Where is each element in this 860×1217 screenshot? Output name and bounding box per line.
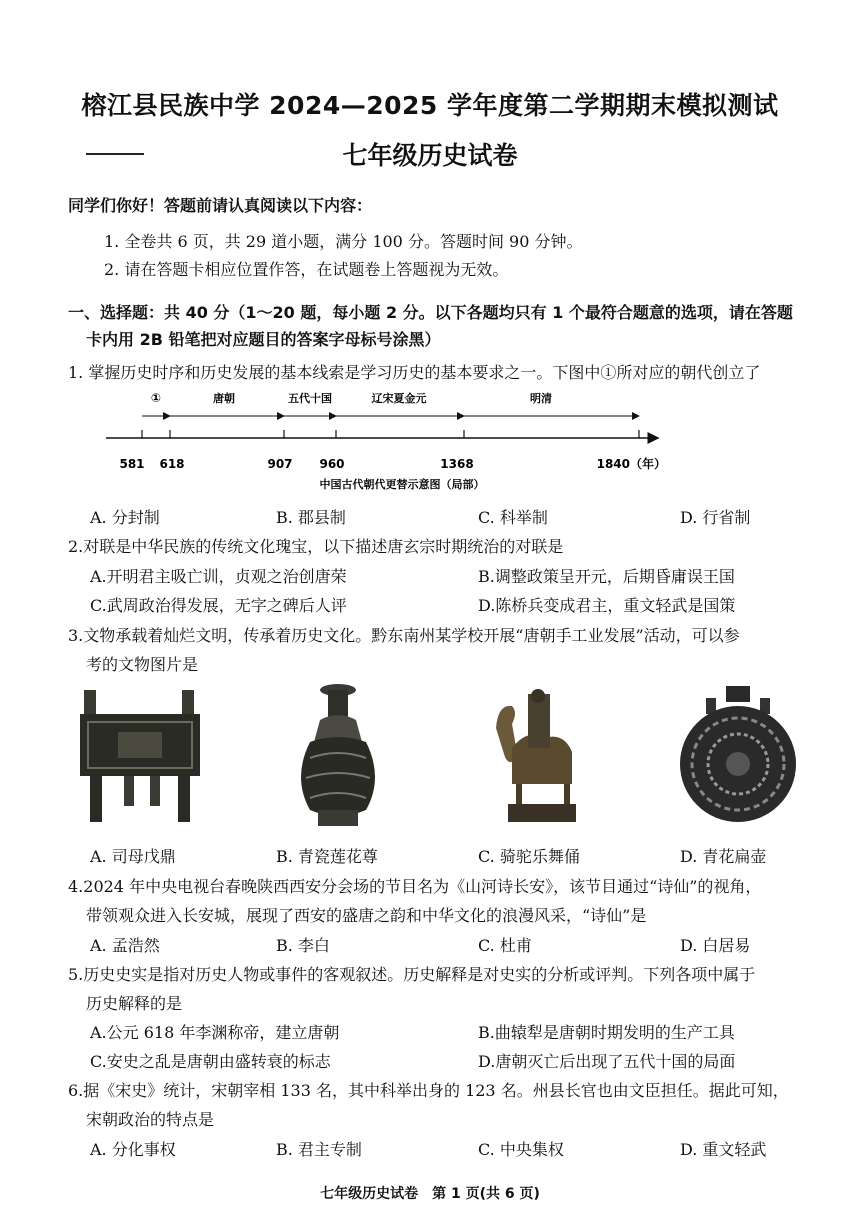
option-b[interactable]: B. 郡县制 [276,508,346,527]
option-d[interactable]: D. 行省制 [680,508,751,527]
question-stem-3-cont: 考的文物图片是 [86,655,199,674]
option-b[interactable]: B.调整政策呈开元，后期昏庸误王国 [478,567,735,586]
option-a[interactable]: A. 分化事权 [90,1140,176,1159]
page-footer: 七年级历史试卷 第 1 页(共 6 页) [320,1186,540,1202]
period-label: 五代十国 [288,392,332,405]
blue-white-flask-image [678,684,798,830]
option-c[interactable]: C.安史之乱是唐朝由盛转衰的标志 [90,1052,331,1071]
option-b[interactable]: B. 李白 [276,936,330,955]
option-c[interactable]: C. 杜甫 [478,936,532,955]
option-b[interactable]: B.曲辕犁是唐朝时期发明的生产工具 [478,1023,735,1042]
notice-item: 1. 全卷共 6 页，共 29 道小题，满分 100 分。答题时间 90 分钟。 [104,232,583,251]
question-stem-4-cont: 带领观众进入长安城，展现了西安的盛唐之韵和中华文化的浪漫风采，“诗仙”是 [86,906,647,925]
dynasty-timeline [96,384,676,494]
question-stem-6-cont: 宋朝政治的特点是 [86,1110,215,1129]
year-label: 618 [159,457,185,471]
section-heading-cont: 卡内用 2B 铅笔把对应题目的答案字母标号涂黑） [86,330,441,349]
year-label: 1368 [440,457,474,471]
period-label: 辽宋夏金元 [371,392,427,405]
option-a[interactable]: A. 司母戊鼎 [90,847,176,866]
period-label: ① [150,391,162,405]
notice-greeting: 同学们你好！答题前请认真阅读以下内容： [68,196,373,215]
period-label: 明清 [530,392,552,405]
year-label: 960 [319,457,345,471]
simuwu-ding-image [78,688,206,826]
exam-title: 榕江县民族中学 2024—2025 学年度第二学期期末模拟测试 [81,91,779,120]
year-label: 581 [119,457,145,471]
option-d[interactable]: D. 青花扁壶 [680,847,767,866]
option-c[interactable]: C. 科举制 [478,508,548,527]
year-label: 907 [267,457,293,471]
question-stem-6: 6.据《宋史》统计，宋朝宰相 133 名，其中科举出身的 123 名。州县长官也由文臣担任。据此可知， [68,1081,789,1100]
question-stem-4: 4.2024 年中央电视台春晚陕西西安分会场的节目名为《山河诗长安》，该节目通过“诗仙”的视角， [68,877,762,896]
celadon-lotus-zun-image [290,682,386,830]
period-label: 唐朝 [213,392,235,405]
timeline-caption: 中国古代朝代更替示意图（局部） [319,478,485,491]
year-label: 1840（年） [596,457,666,471]
option-c[interactable]: C.武周政治得发展，无字之碑后人评 [90,596,347,615]
option-d[interactable]: D.唐朝灭亡后出现了五代十国的局面 [478,1052,736,1071]
question-stem-3: 3.文物承载着灿烂文明，传承着历史文化。黔东南州某学校开展“唐朝手工业发展”活动，可以参 [68,626,740,645]
option-a[interactable]: A.开明君主吸亡训，贞观之治创唐荣 [90,567,347,586]
option-c[interactable]: C. 中央集权 [478,1140,564,1159]
option-a[interactable]: A.公元 618 年李渊称帝，建立唐朝 [90,1023,340,1042]
option-d[interactable]: D. 白居易 [680,936,751,955]
option-d[interactable]: D. 重文轻武 [680,1140,767,1159]
option-d[interactable]: D.陈桥兵变成君主，重文轻武是国策 [478,596,736,615]
option-b[interactable]: B. 青瓷莲花尊 [276,847,378,866]
notice-item: 2. 请在答题卡相应位置作答，在试题卷上答题视为无效。 [104,260,509,279]
option-c[interactable]: C. 骑驼乐舞俑 [478,847,580,866]
question-stem-1: 1. 掌握历史时序和历史发展的基本线索是学习历史的基本要求之一。下图中①所对应的朝代创立了 [68,363,761,382]
option-a[interactable]: A. 孟浩然 [90,936,160,955]
option-a[interactable]: A. 分封制 [90,508,160,527]
section-heading: 一、选择题：共 40 分（1～20 题，每小题 2 分。以下各题均只有 1 个最符合题意的选项，请在答题 [68,303,793,322]
camel-musicians-figurine-image [488,688,590,826]
question-stem-5: 5.历史史实是指对历史人物或事件的客观叙述。历史解释是对史实的分析或评判。下列各项中属于 [68,965,756,984]
option-b[interactable]: B. 君主专制 [276,1140,362,1159]
exam-subtitle: 七年级历史试卷 [342,141,518,170]
question-stem-5-cont: 历史解释的是 [86,994,183,1013]
question-stem-2: 2.对联是中华民族的传统文化瑰宝，以下描述唐玄宗时期统治的对联是 [68,537,564,556]
